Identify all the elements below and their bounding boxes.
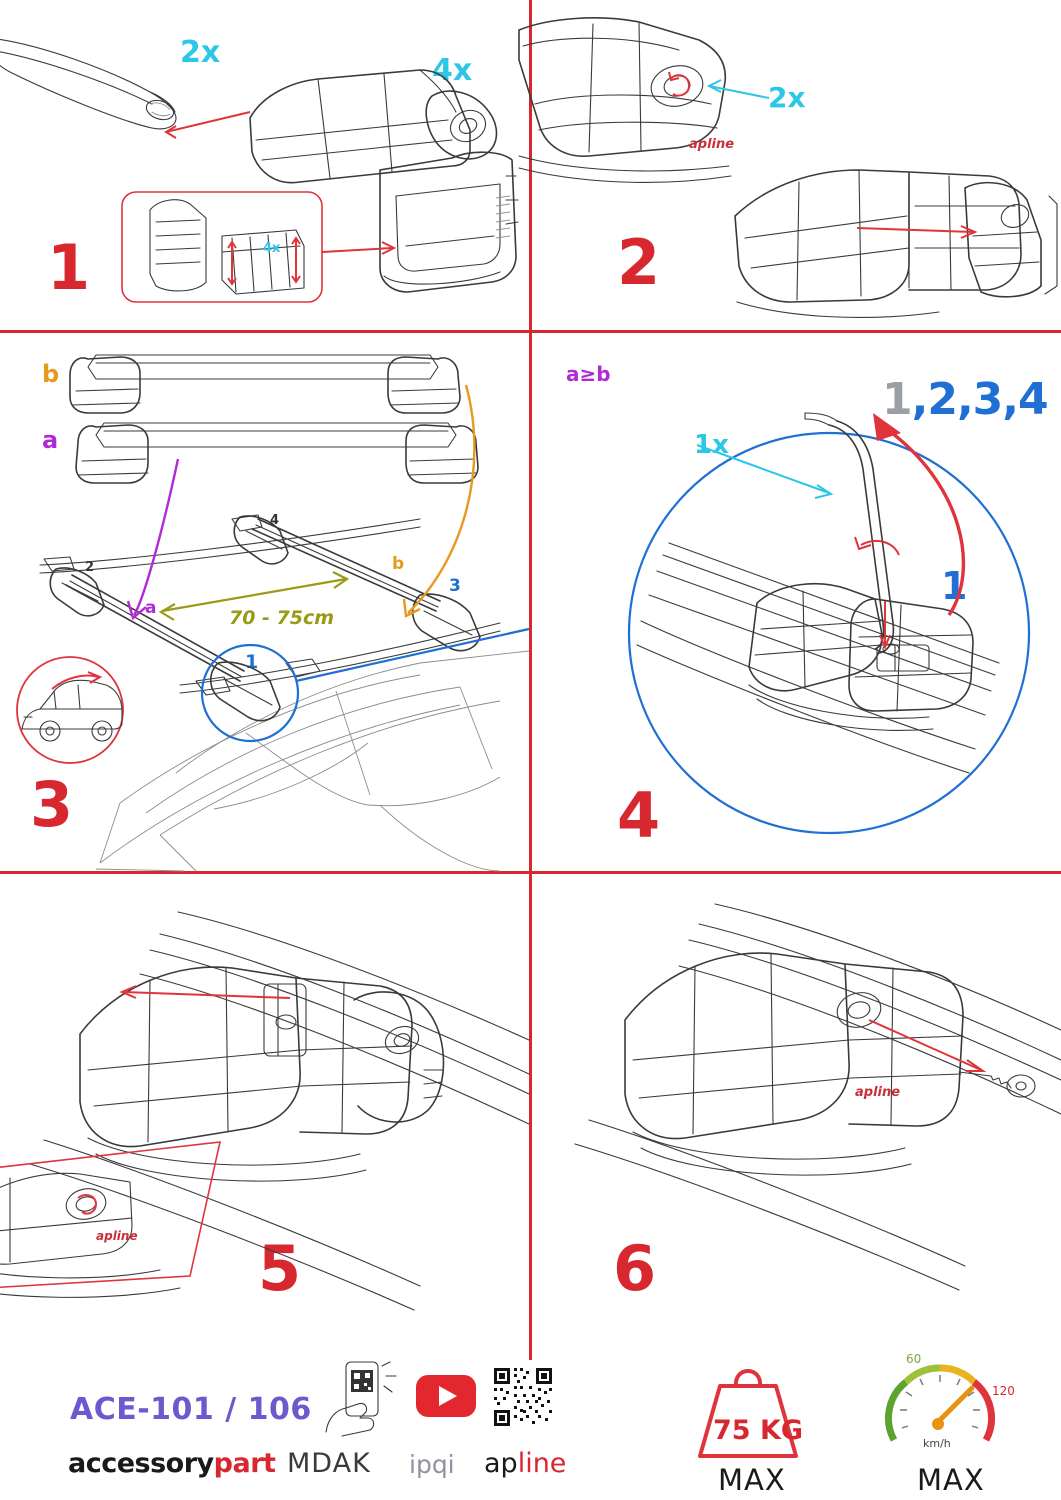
foot-number-1: 1 [245,651,259,673]
step-number-3: 3 [30,768,72,841]
step4-illustration [529,333,1061,871]
step-number-2: 2 [617,226,659,299]
compare-label: a≥b [566,362,611,386]
step-number-4: 4 [617,779,659,852]
step3-car-direction-inset [10,655,130,765]
step-number-1: 1 [47,231,89,304]
brand-apline-dark: ap [484,1448,518,1479]
brand-apline [484,1448,566,1479]
step1-qty-2x: 2x [180,35,221,70]
footer [0,1352,1061,1500]
brand-mdak: MDAK [287,1448,371,1479]
max-load-caption: MAX [718,1463,786,1497]
step5-illustration [0,874,529,1360]
qr-code-icon[interactable] [492,1366,554,1428]
max-speed-caption: MAX [917,1463,985,1497]
dimension-label: 70 - 75cm [229,607,335,629]
scan-qr-phone-icon[interactable] [318,1360,408,1436]
arrow-label-a: a [145,598,157,618]
step2-qty-2x: 2x [768,81,806,114]
step-number-5: 5 [258,1232,300,1305]
step2-illustration [529,0,1061,330]
youtube-icon[interactable] [415,1374,477,1418]
gauge-tick-min: 60 [906,1352,922,1366]
bar-label-b: b [42,360,60,388]
foot-number-2: 2 [85,560,95,575]
step1-illustration [0,0,529,330]
max-load-value: 75 KG [713,1415,804,1446]
step4-qty-1x: 1x [694,430,729,460]
step-number-6: 6 [613,1232,655,1305]
step3-illustration [0,333,529,871]
max-load-weight-icon [690,1352,806,1464]
brand-apline-red: line [517,1448,567,1479]
brand-accessorypart-red: part [213,1448,276,1479]
step4-sequence: 1,2,3,4 [882,374,1048,425]
gauge-unit: km/h [923,1437,951,1450]
gauge-tick-max: 120 [992,1384,1015,1398]
arrow-label-b: b [392,554,405,574]
svg-text:apline: apline [96,1229,138,1243]
brand-ipqi: ipqi [409,1450,455,1479]
foot-number-3: 3 [449,576,461,596]
step6-illustration [529,874,1061,1360]
step4-turn-label: 1 [941,564,968,608]
svg-text:apline: apline [689,137,735,152]
step1-inset-qty: 4x [263,241,281,256]
brand-accessorypart-dark: accessory [68,1448,214,1479]
brand-accessorypart [68,1448,275,1479]
bar-label-a: a [42,426,59,454]
step1-qty-4x: 4x [432,53,473,88]
foot-number-4: 4 [270,513,280,528]
model-code: ACE-101 / 106 [70,1392,312,1427]
svg-text:apline: apline [855,1085,901,1100]
